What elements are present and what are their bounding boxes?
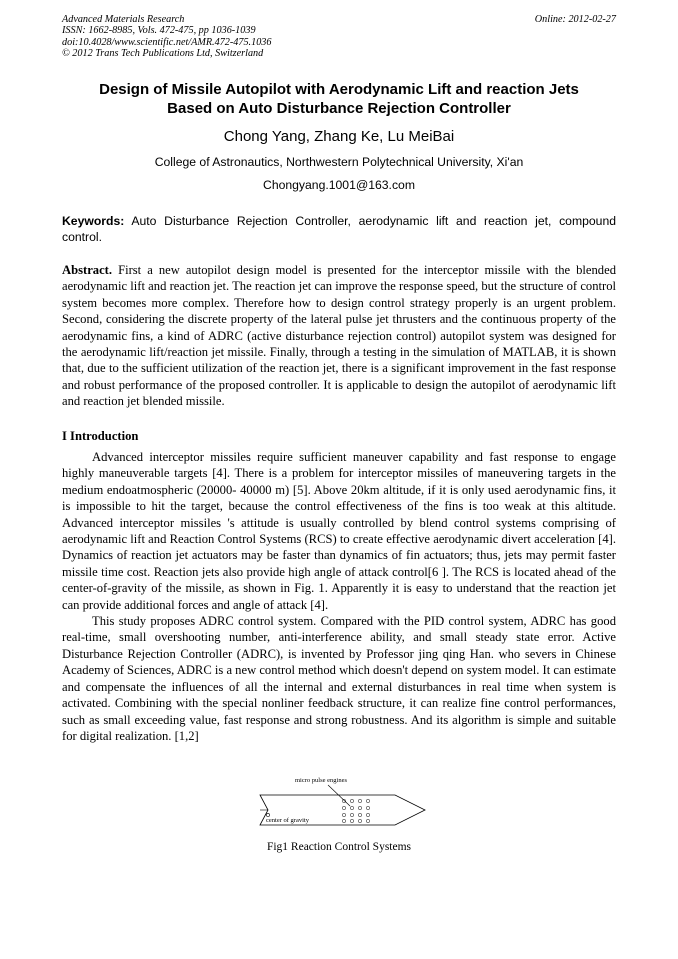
jet-nozzle-icon	[342, 813, 345, 816]
jet-nozzle-icon	[358, 799, 361, 802]
issn-line: ISSN: 1662-8985, Vols. 472-475, pp 1036-1039	[62, 25, 256, 37]
jet-nozzle-icon	[366, 819, 369, 822]
abstract-text: First a new autopilot design model is presented for the interceptor missile with the blended aerodynamic lift and reaction jet. The reaction jet can improve the response speed, but the structure of control system becomes more complex. Therefore how to design control strategy properly is an urgent problem. Second, considering the discrete property of the lateral pulse jet thrusters and the continuous property of the aerodynamic fins, a kind of ADRC (active disturbance rejection control) autopilot system was designed for the aerodynamic lift/reaction jet missile. Finally, through a testing in the simulation of MATLAB, it is shown that, due to the sufficient utilization of the reaction jet, there is a significant improvement in the fast response and robust performance of the proposed controller. It is applicable to design the autopilot of aerodynamic lift and reaction jet blended missile.	[62, 263, 616, 409]
rcs-figure	[240, 768, 440, 838]
authors: Chong Yang, Zhang Ke, Lu MeiBai	[223, 128, 455, 145]
jet-nozzle-icon	[366, 806, 369, 809]
jet-nozzle-icon	[358, 813, 361, 816]
intro-paragraph-1: Advanced interceptor missiles require sufficient maneuver capability and fast response to engage highly maneuverable targets [4]. There is a problem for interceptor missiles of maneuvering targets in the medium endoatmospheric (20000- 40000 m) [5]. Above 20km altitude, if it is only used aerodynamic fins, it is impossible to hit the target, because the control effectiveness of the fins is too weak at this altitude. Advanced interceptor missiles 's attitude is usually controlled by blend control systems comprising of aerodynamic lift and Reaction Control Systems (RCS) to create effective aerodynamic divert acceleration [4]. Dynamics of reaction jet actuators may be faster than dynamics of fin actuators; thus, jets may permit faster missile time cost. Reaction jets also provide high angle of attack control[6 ]. The RCS is located ahead of the center-of-gravity of the missile, as shown in Fig. 1. Apparently it is easy to understand that the reaction jet can provide additional forces and angle of attack [4].	[62, 450, 616, 612]
missile-diagram	[240, 768, 440, 838]
online-date: Online: 2012-02-27	[534, 14, 616, 25]
jet-nozzle-icon	[350, 806, 353, 809]
keywords-label: Keywords:	[62, 214, 125, 228]
keywords	[62, 214, 616, 245]
cg-label: center of gravity	[266, 817, 309, 824]
doi-line: doi:10.4028/www.scientific.net/AMR.472-475.1036	[62, 36, 272, 48]
jet-nozzle-icon	[366, 813, 369, 816]
copyright-line: © 2012 Trans Tech Publications Ltd, Switzerland	[62, 48, 264, 60]
affiliation: College of Astronautics, Northwestern Polytechnical University, Xi'an	[154, 155, 524, 169]
keywords-text: Auto Disturbance Rejection Controller, aerodynamic lift and reaction jet, compound control.	[62, 214, 617, 244]
engine-leader-line	[328, 785, 350, 806]
intro-paragraph-2: This study proposes ADRC control system. Compared with the PID control system, ADRC has good real-time, small overshooting number, anti-interference ability, and small steady state error. Active Disturbance Rejection Controller (ADRC), is invented by Professor jing qing Han. who severs in Chinese Academy of Sciences, ADRC is a new control method which doesn't depend on system model. It can estimate and compensate the influences of all the internal and external disturbances in real time when system is activated. Combining with the special nonliner feedback structure, it can realize fine control performances, such as small exceeding value, fast response and strong robustness. And its algorithm is simple and suitable for digital realization. [1,2]	[62, 614, 616, 743]
journal-header	[62, 14, 616, 60]
introduction-body	[62, 449, 616, 744]
jet-nozzle-icon	[358, 806, 361, 809]
jet-nozzle-icon	[350, 799, 353, 802]
abstract	[62, 262, 616, 410]
abstract-label: Abstract.	[62, 263, 113, 277]
title-line-1: Design of Missile Autopilot with Aerodynamic Lift and reaction Jets	[99, 81, 579, 98]
engine-label: micro pulse engines	[295, 777, 347, 784]
jet-nozzle-icon	[350, 819, 353, 822]
author-email: Chongyang.1001@163.com	[263, 178, 415, 192]
section-heading: I Introduction	[62, 429, 139, 443]
jet-nozzle-icon	[358, 819, 361, 822]
figure-caption: Fig1 Reaction Control Systems	[266, 841, 412, 853]
jet-nozzle-icon	[342, 806, 345, 809]
title-line-2: Based on Auto Disturbance Rejection Controller	[167, 100, 511, 117]
jet-nozzle-icon	[342, 819, 345, 822]
journal-name: Advanced Materials Research	[62, 14, 185, 25]
paper-title	[62, 80, 616, 118]
jet-nozzle-icon	[366, 799, 369, 802]
jet-nozzle-icon	[350, 813, 353, 816]
